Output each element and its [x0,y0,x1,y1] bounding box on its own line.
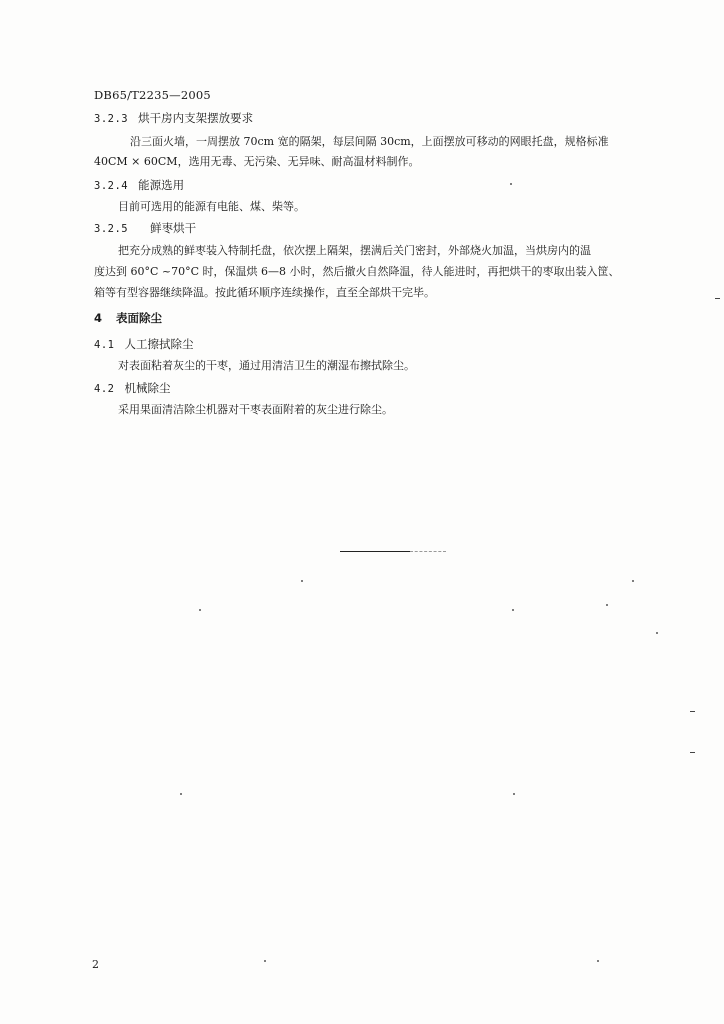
section-title: 鲜枣烘干 [150,221,197,235]
section-3-2-3-heading [94,110,253,127]
paragraph-line: 对表面粘着灰尘的干枣，通过用清洁卫生的潮湿布擦拭除尘。 [118,359,415,372]
section-number: 4 [94,311,103,325]
scan-speck [180,793,182,795]
paragraph-line: 采用果面清洁除尘机器对干枣表面附着的灰尘进行除尘。 [118,403,393,416]
section-number: 3.2.5 [94,223,129,235]
scan-speck [510,183,512,185]
section-title: 烘干房内支架摆放要求 [138,111,254,125]
scan-speck [632,580,634,582]
section-number: 3.2.4 [94,180,129,192]
document-id: DB65/T2235—2005 [94,88,211,102]
end-of-text-rule [340,551,410,552]
paragraph-line: 度达到 60°C ~70°C 时，保温烘 6—8 小时，然后撤火自然降温，待人能进时，再把烘干的枣取出装入筐、 [94,265,620,278]
scan-speck [513,793,515,795]
section-number: 4.2 [94,383,115,395]
paragraph-line: 箱等有型容器继续降温。按此循环顺序连续操作，直至全部烘干完毕。 [94,286,435,299]
scan-speck [597,960,599,962]
section-3-2-4-heading [94,177,184,194]
section-4-2-heading [94,380,170,397]
scan-speck [301,580,303,582]
scan-speck [656,632,658,634]
section-title: 能源选用 [138,178,185,192]
section-number: 4.1 [94,339,115,351]
page-number: 2 [92,958,99,971]
section-title: 机械除尘 [124,381,171,395]
scan-speck [512,609,514,611]
scan-speck [264,960,266,962]
section-3-2-5-heading [94,220,196,237]
end-of-text-rule-extension [410,551,446,552]
scan-mark [690,711,695,712]
paragraph-line: 沿三面火墙，一周摆放 70cm 宽的隔架，每层间隔 30cm，上面摆放可移动的网眼托盘，规格标准 [130,135,609,148]
section-title: 人工擦拭除尘 [124,337,194,351]
section-title: 表面除尘 [116,311,163,325]
paragraph-line: 40CM × 60CM，选用无毒、无污染、无异味、耐高温材料制作。 [94,155,420,168]
scan-speck [199,609,201,611]
paragraph-line: 把充分成熟的鲜枣装入特制托盘，依次摆上隔架，摆满后关门密封，外部烧火加温，当烘房内的温 [118,244,591,257]
section-4-1-heading [94,336,193,353]
scan-mark [690,752,695,753]
scan-speck [606,604,608,606]
scan-mark [715,298,720,299]
section-number: 3.2.3 [94,113,129,125]
section-4-heading [94,310,162,326]
paragraph-line: 目前可选用的能源有电能、煤、柴等。 [118,200,305,213]
